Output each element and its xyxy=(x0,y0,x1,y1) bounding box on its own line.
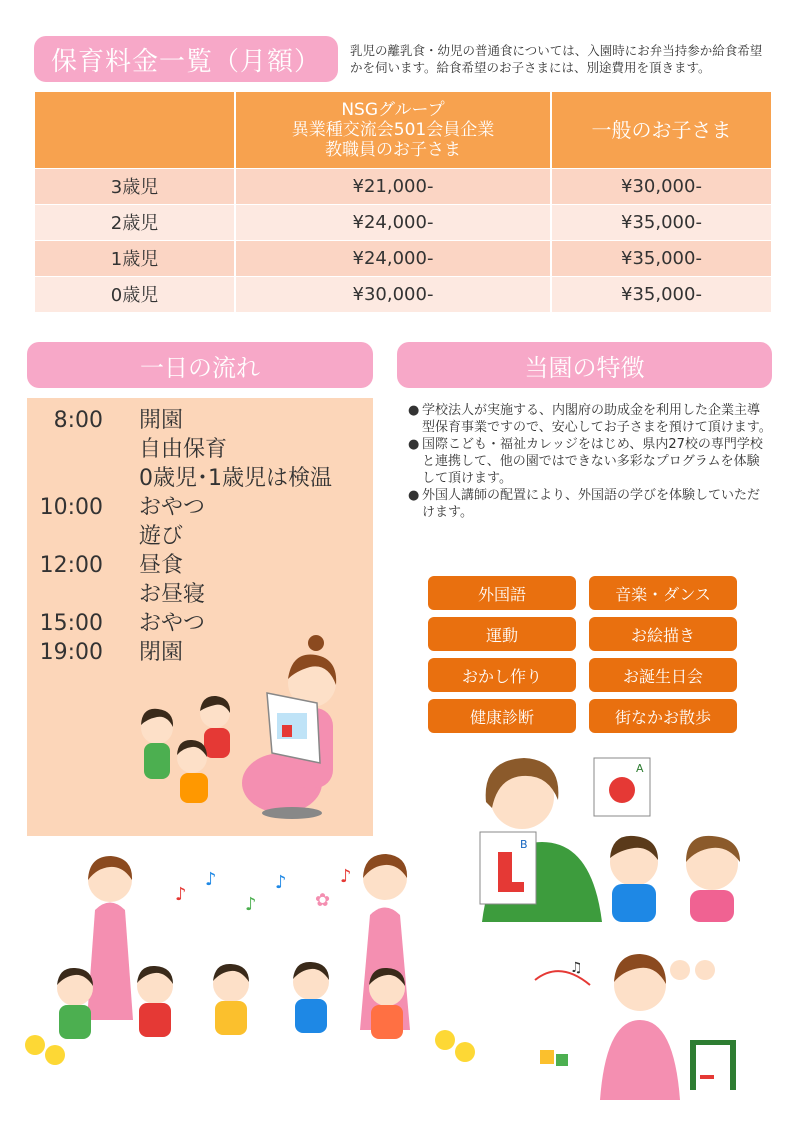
fee-general: ¥35,000- xyxy=(551,204,771,240)
svg-text:♪: ♪ xyxy=(175,884,187,905)
fee-group: ¥24,000- xyxy=(235,240,551,276)
fee-age: 0歳児 xyxy=(35,276,235,312)
fee-age: 3歳児 xyxy=(35,168,235,204)
daily-flow-title: 一日の流れ xyxy=(27,342,373,388)
schedule-activity: おやつ xyxy=(139,495,206,520)
svg-text:♪: ♪ xyxy=(245,894,257,915)
fee-table xyxy=(35,92,771,312)
header-general: 一般のお子さま xyxy=(551,92,771,168)
features-title: 当園の特徴 xyxy=(397,342,772,388)
feature-text: 学校法人が実施する、内閣府の助成金を利用した企業主導型保育事業ですので、安心してお子さまを預けて頂けます。 xyxy=(422,403,772,435)
svg-text:♪: ♪ xyxy=(275,872,287,893)
schedule-activity: 0歳児･1歳児は検温 xyxy=(139,466,332,491)
schedule-list xyxy=(27,406,332,667)
tag-foreign-language: 外国語 xyxy=(428,576,576,610)
schedule-time: 10:00 xyxy=(39,495,103,520)
bullet: ● xyxy=(408,437,420,452)
schedule-time: 19:00 xyxy=(39,640,103,665)
fee-general: ¥30,000- xyxy=(551,168,771,204)
fee-table-header xyxy=(35,92,771,168)
svg-text:✿: ✿ xyxy=(315,890,331,911)
tag-town-walk: 街なかお散歩 xyxy=(589,699,737,733)
meal-note: 乳児の離乳食・幼児の普通食については、入園時にお弁当持参か給食希望かを伺います。給食希望のお子さまには、別途費用を頂きます。 xyxy=(350,43,763,75)
feature-item xyxy=(408,436,772,487)
storytime-illustration xyxy=(132,633,372,833)
fee-row xyxy=(35,240,771,276)
header-age-blank xyxy=(35,92,235,168)
schedule-activity: 開園 xyxy=(139,408,184,433)
schedule-activity: 閉園 xyxy=(139,640,184,665)
fee-group: ¥21,000- xyxy=(235,168,551,204)
schedule-activity: 自由保育 xyxy=(139,437,228,462)
schedule-time: 8:00 xyxy=(53,408,103,433)
feature-item xyxy=(408,402,772,436)
fee-age: 1歳児 xyxy=(35,240,235,276)
header-group-line1: NSGグループ xyxy=(341,99,445,120)
schedule-activity: 遊び xyxy=(139,524,184,549)
svg-text:♪: ♪ xyxy=(340,866,352,887)
fee-row xyxy=(35,276,771,312)
daily-flow-panel xyxy=(27,398,373,836)
feature-text: 外国人講師の配置により、外国語の学びを体験していただけます。 xyxy=(422,488,761,520)
flashcard-teacher-illustration xyxy=(462,752,762,922)
playground-teacher-illustration xyxy=(530,940,750,1100)
bullet: ● xyxy=(408,403,420,418)
fee-general: ¥35,000- xyxy=(551,276,771,312)
tag-snack-making: おかし作り xyxy=(428,658,576,692)
features-list xyxy=(408,402,772,521)
fee-age: 2歳児 xyxy=(35,204,235,240)
header-group-line3: 教職員のお子さま xyxy=(325,139,461,160)
header-group-members xyxy=(235,92,551,168)
schedule-activity: おやつ xyxy=(139,611,206,636)
card-letter-a: A xyxy=(636,762,644,775)
kids-walking-illustration xyxy=(15,840,485,1090)
tag-exercise: 運動 xyxy=(428,617,576,651)
fee-general: ¥35,000- xyxy=(551,240,771,276)
schedule-time: 15:00 xyxy=(39,611,103,636)
header-group-line2: 異業種交流会501会員企業 xyxy=(291,119,495,140)
tag-health-checkup: 健康診断 xyxy=(428,699,576,733)
schedule-row xyxy=(27,493,332,551)
feature-text: 国際こども・福祉カレッジをはじめ、県内27校の専門学校と連携して、他の園ではできない多彩なプログラムを体験して頂けます。 xyxy=(422,437,763,486)
fee-section-title: 保育料金一覧（月額） xyxy=(34,36,338,82)
card-letter-b: B xyxy=(520,838,528,851)
schedule-activity: 昼食 xyxy=(139,553,184,578)
svg-text:♪: ♪ xyxy=(205,869,217,890)
fee-group: ¥30,000- xyxy=(235,276,551,312)
svg-text:♫: ♫ xyxy=(570,960,583,976)
schedule-activity: お昼寝 xyxy=(139,582,206,607)
schedule-row xyxy=(27,406,332,493)
tag-music-dance: 音楽・ダンス xyxy=(589,576,737,610)
fee-row xyxy=(35,204,771,240)
fee-group: ¥24,000- xyxy=(235,204,551,240)
schedule-time: 12:00 xyxy=(39,553,103,578)
schedule-row xyxy=(27,551,332,609)
fee-row xyxy=(35,168,771,204)
feature-item xyxy=(408,487,772,521)
tag-drawing: お絵描き xyxy=(589,617,737,651)
tag-birthday-party: お誕生日会 xyxy=(589,658,737,692)
bullet: ● xyxy=(408,488,420,503)
